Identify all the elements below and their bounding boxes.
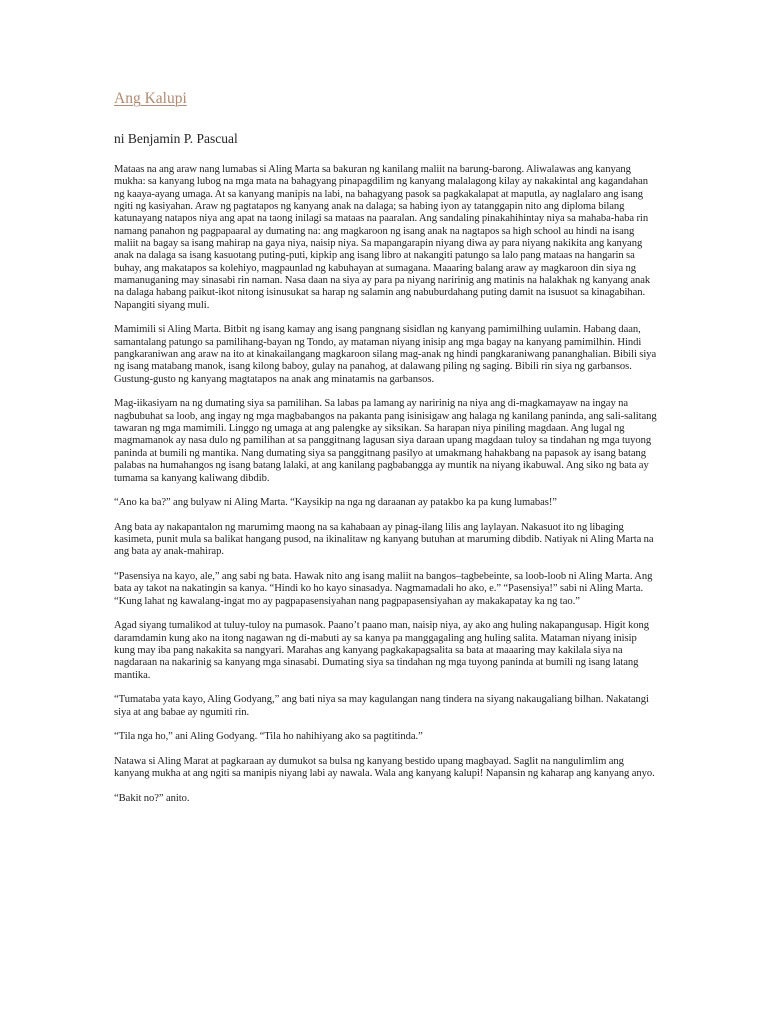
paragraph-5: Ang bata ay nakapantalon ng marumimg maong na sa kahabaan ay pinag-ilang lilis ang laylayan. Nakasuot ito ng libaging kasimeta, punit mula sa balikat hangang pusod, na ikinalitaw ng kanyang butuhan at maruming dibdib. Natiyak ni Aling Marta na ang bata ay anak-mahirap. xyxy=(114,521,654,558)
document-page xyxy=(114,90,658,818)
paragraph-10: Natawa si Aling Marat at pagkaraan ay dumukot sa bulsa ng kanyang bestido upang magbayad. Saglit na nangulimlim ang kanyang mukha at ang ngiti sa manipis niyang labi ay nawala. Wala ang kanyang kalupi! Napansin ng kaharap ang kanyang anyo. xyxy=(114,756,655,780)
document-title-link[interactable]: Ang Kalupi xyxy=(114,90,187,107)
paragraph-4: “Ano ka ba?” ang bulyaw ni Aling Marta. “Kaysikip na nga ng daraanan ay patakbo ka pa kung lumabas!” xyxy=(114,497,557,509)
paragraph-3: Mag-iikasiyam na ng dumating siya sa pamilihan. Sa labas pa lamang ay naririnig na niya ang di-magkamayaw na ingay na nagbubuhat sa loob, ang ingay ng mga magbabangos na pakanta pang isinisigaw ang halaga ng kanilang paninda, ang sali-salitang tawaran ng mga mamimili. Linggo ng umaga at ang palengke ay siksikan. Sa harapan niya piniling magdaan. Ang lugal ng magmamanok ay nasa dulo ng pamilihan at sa panggitnang lagusan siya daraan upang magdaan tuloy sa tindahan ng mga tuyong paninda at bumili ng mantika. Nang dumating siya sa panggitnang pasilyo at umakmang hahakbang na papasok ay isang batang palabas na humahangos ng isang batang lalaki, at ang kanilang pagbabangga ay muntik na niyang ikabuwal. Ang siko ng bata ay tumama sa kanyang kaliwang dibdib. xyxy=(114,398,657,484)
paragraph-7: Agad siyang tumalikod at tuluy-tuloy na pumasok. Paano’t paano man, naisip niya, ay ako ang huling nakapangusap. Higit kong daramdamin kung ako na itong nagawan ng di-mabuti ay sa kanya pa manggagaling ang huling salita. Mataman niyang inisip kung may iba pang nakakita sa nangyari. Marahas ang kanyang pagkakapagsalita sa bata at maaaring may kakilala siya na nagdaraan na nakarinig sa kanyang mga sinasabi. Dumating siya sa tindahan ng mga tuyong paninda at bumili ng isang latang mantika. xyxy=(114,620,649,681)
paragraph-6: “Pasensiya na kayo, ale,” ang sabi ng bata. Hawak nito ang isang maliit na bangos–tagbebeinte, sa loob-loob ni Aling Marta. Ang bata ay takot na nakatingin sa kanya. “Hindi ko ho kayo sinasadya. Nagmamadali ho ako, e.” “Pasensiya!” sabi ni Aling Marta. “Kung lahat ng kawalang-ingat mo ay pagpapasensiyahan nang pagpapasensiyahan ay makakapatay ka ng tao.” xyxy=(114,571,653,607)
paragraph-9: “Tila nga ho,” ani Aling Godyang. “Tila ho nahihiyang ako sa pagtitinda.” xyxy=(114,731,423,743)
paragraph-8: “Tumataba yata kayo, Aling Godyang,” ang bati niya sa may kagulangan nang tindera na siyang nakaugaliang bilhan. Nakatangi siya at ang babae ay ngumiti rin. xyxy=(114,694,649,718)
author-line: ni Benjamin P. Pascual xyxy=(114,131,238,146)
paragraph-1: Mataas na ang araw nang lumabas si Aling Marta sa bakuran ng kanilang maliit na barung-barong. Aliwalawas ang kanyang mukha: sa kanyang lubog na mga mata na bahagyang pinapagdilim ng kanyang malalagong kilay ay nakakintal ang kagandahan ng kaaya-ayang umaga. At sa kanyang manipis na labi, na bahagyang pasok sa pagkakalapat at maputla, ay naglalaro ang isang ngiti ng kasiyahan. Araw ng pagtatapos ng kanyang anak na dalaga; sa habing iyon ay tatanggapin nito ang diploma bilang katunayang natapos niya ang apat na taong inilagi sa mataas na paaralan. Ang sandaling pinakahihintay niya sa mahaba-haba rin namang panahon ng pagpapaaral ay dumating na: ang magkaroon ng isang anak na nagtapos sa high school au hindi na isang maliit na bagay sa isang mahirap na gaya niya, naisip niya. Sa mapangarapin niyang diwa ay para niyang nakikita ang kanyang anak na dalaga sa isang kasuotang puting-puti, kipkip ang isang libro at nakangiti patungo sa lalo pang mataas na hangarin sa buhay, ang makatapos sa kolehiyo, magpaunlad ng kabuhayan at sumagana. Maaaring balang araw ay magkaroon din siya ng mamanuganing may sinasabi rin naman. Nasa daan na siya ay para pa niyang naririnig ang matinis na halakhak ng kanyang anak na dalaga habang paikut-ikot nitong isinusukat sa harap ng salamin ang nabuburdahang puting damit na isusuot sa kinagabihan. Napangiti siyang muli. xyxy=(114,164,651,311)
paragraph-11: “Bakit no?” anito. xyxy=(114,793,190,805)
paragraph-2: Mamimili si Aling Marta. Bitbit ng isang kamay ang isang pangnang sisidlan ng kanyang pamimilhing uulamin. Habang daan, samantalang patungo sa pamilihang-bayan ng Tondo, ay mataman niyang inisip ang mga bagay na kanyang pamimilhin. Hindi pangkaraniwan ang araw na ito at kinakailangang magkaroon silang mag-anak ng hindi pangkaraniwang pananghalian. Bibili siya ng isang matabang manok, isang kilong baboy, gulay na panahog, at dalawang piling ng saging. Bibili rin siya ng garbansos. Gustung-gusto ng kanyang magtatapos na anak ang minatamis na garbansos. xyxy=(114,324,657,385)
